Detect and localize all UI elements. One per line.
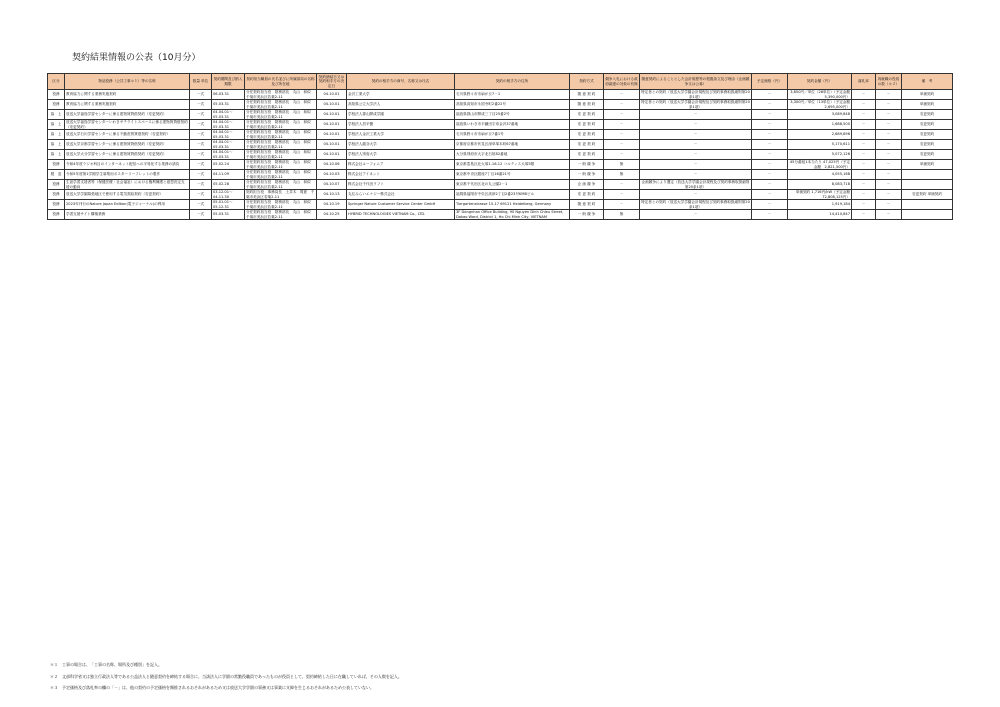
table-cell: 04.10.01 (317, 90, 347, 100)
table-cell: 分任契約担当役 財務部長 丸山 和似 千葉市美浜区若葉2-11 (245, 200, 317, 210)
table-cell: 協 上 (48, 140, 65, 150)
table-cell: － (852, 130, 876, 140)
table-cell: 一式 (190, 210, 212, 220)
table-cell: 高知県公立大学法人 (347, 100, 455, 110)
table-cell: 特定者との契約（放送大学学園会計規程及び契約事務取扱細則第20条1項） (641, 100, 750, 109)
table-cell: 04.10.01 (317, 150, 347, 160)
column-header: 再就職の役員の数（＊２） (876, 74, 902, 90)
table-cell: － (604, 90, 640, 100)
table-cell: 分任契約担当役 財務部長 丸山 和似 千葉市美浜区若葉2-11 (245, 90, 317, 100)
table-cell: 学校法人龍谷大学 (347, 140, 455, 150)
table-cell: 東京都豊島区北大塚1-16-12 コルティス大塚5階 (455, 160, 570, 170)
table-cell: － (752, 110, 788, 120)
table-cell: － (852, 110, 876, 120)
table-cell: 単価契約 1,716円/kW（予定金額 72,808,125円） (788, 190, 852, 200)
table-cell (902, 180, 953, 190)
table-cell: 分任契約担当役 財務部長 丸山 和似 千葉市美浜区若葉2-11 (245, 160, 317, 170)
table-cell: 04.10.06 (317, 160, 347, 170)
table-cell: 04.10.01 (317, 110, 347, 120)
table-cell: 役務 (48, 100, 65, 110)
table-cell: 分任契約担当役 財務部長 丸山 和似 千葉市美浜区若葉2-11 (245, 210, 317, 220)
table-row (48, 120, 953, 130)
table-cell: － (752, 100, 788, 110)
table-cell: 分任契約担当役 財務部長 丸山 和似 千葉市美浜区若葉2-11 (245, 110, 317, 120)
table-cell: － (752, 120, 788, 130)
table-cell: 変 更 契 約 (570, 140, 604, 150)
table-cell: － (604, 130, 640, 140)
table-cell: 04.10.01 (317, 130, 347, 140)
table-cell: 石川県野々市市扇が丘7－1 (455, 90, 570, 100)
table-cell: － (752, 150, 788, 160)
column-header: 契約期間及び納入期限 (212, 74, 245, 90)
table-cell: － (876, 130, 902, 140)
page-title: 契約結果情報の公表（10月分） (72, 53, 201, 63)
table-cell: 金沢工業大学 (347, 90, 455, 100)
table-cell: － (640, 160, 752, 170)
table-cell: 5,170,611 (788, 140, 852, 150)
table-cell: 学校法人金沢工業大学 (347, 130, 455, 140)
table-cell: － (752, 180, 788, 190)
table-cell: 随 意 契 約 (570, 90, 604, 100)
table-row (48, 170, 953, 180)
table-cell: 1,919,184 (788, 200, 852, 210)
table-cell: 石川県野々市市扇が丘7番1号 (455, 130, 570, 140)
table-cell: 変更契約 (902, 140, 953, 150)
column-header: 数量 単位 (190, 74, 212, 90)
table-cell: 株式会社アイネット (347, 170, 455, 180)
table-cell: － (876, 110, 902, 120)
table-cell: 05.01.01～05.12.31 (212, 200, 245, 210)
table-cell (902, 170, 953, 180)
column-header: 契約金額（円） (788, 74, 852, 90)
table-cell: 04.10.01 (317, 120, 347, 130)
table-row (48, 110, 953, 120)
column-header: 予定価格（円） (752, 74, 788, 90)
table-cell: 一式 (190, 90, 212, 100)
table-cell: 04.10.13 (317, 190, 347, 200)
table-cell: 05.02.28 (212, 180, 245, 190)
table-cell: 随 意 契 約 (570, 200, 604, 210)
table-cell: 04.10.19 (317, 200, 347, 210)
table-cell: HYBRID TECHNOLOGIES VIETNAM Co., LTD. (347, 210, 455, 220)
table-cell: 無 (604, 210, 640, 220)
table-row (48, 200, 953, 210)
table-cell: 製 造 (48, 170, 65, 180)
table-cell: 分任契約担当役 財務部長 丸山 和似 千葉市美浜区若葉2-11 (245, 100, 317, 110)
table-row (48, 140, 953, 150)
table-cell: 06.03.31 (212, 90, 245, 100)
table-cell: 教育協力に関する業務実施契約 (65, 90, 190, 100)
column-header: 区分 (48, 74, 65, 90)
table-row (48, 150, 953, 160)
column-header: 契約締結日又は契約相手方の決定日 (317, 74, 347, 90)
table-cell: 分任契約担当役 財務部長 丸山 和似 千葉市美浜区若葉2-11 (245, 130, 317, 140)
table-cell: － (876, 180, 902, 190)
table-cell: 学習支援サイト構築業務 (65, 210, 190, 220)
table-cell: 福島県いわき市平鎌田字寿金沢37番地 (455, 120, 570, 130)
table-cell: － (876, 170, 902, 180)
table-cell: － (852, 90, 876, 100)
table-row (48, 160, 953, 170)
table-cell: 一式 (190, 190, 212, 200)
table-cell: 04.11.09 (212, 170, 245, 180)
table-cell: － (640, 120, 752, 130)
table-cell: 一 般 競 争 (570, 160, 604, 170)
table-row (48, 100, 953, 110)
table-cell: 放送大学福島学習センターに係る建物賃貸借契約（変更契約） (65, 110, 190, 120)
table-cell: 一式 (190, 180, 212, 190)
table-cell: － (640, 170, 752, 180)
table-cell: 福岡県福岡市中央区高砂2丁目2番23号KMBビル (455, 190, 570, 200)
table-cell: － (876, 100, 902, 110)
table-cell: 役務 (48, 180, 65, 190)
table-cell: － (752, 130, 788, 140)
table-cell: 分任契約担当役 財務部長 丸山 和似 千葉市美浜区若葉2-11 (245, 120, 317, 130)
table-cell: 3,089,848 (788, 110, 852, 120)
table-cell: 変更契約 単価契約 (902, 190, 953, 200)
table-cell: 令和4年度ラジオ科目のインターネット配信への平易化する業務の請負 (65, 160, 190, 170)
table-cell: － (852, 190, 876, 200)
footnotes (50, 659, 402, 694)
table-cell: 04.10.01 (317, 100, 347, 110)
table-cell: 5,072,126 (788, 150, 852, 160)
table-cell: 東京都中央区銀座7丁目16番21号 (455, 170, 570, 180)
table-cell: － (640, 210, 752, 220)
table-cell: 企 画 競 争 (570, 180, 604, 190)
table-cell: － (640, 150, 752, 160)
table-cell: － (852, 140, 876, 150)
column-header: 契約方式 (570, 74, 604, 90)
table-cell: 2,689,896 (788, 130, 852, 140)
table-cell: 企画競争により選定（放送大学学園会計規程及び契約事務取扱細則第20条1項） (640, 180, 752, 190)
table-cell: － (876, 160, 902, 170)
table-cell: 一式 (190, 200, 212, 210)
table-cell: 単価契約 (902, 100, 953, 110)
table-cell: 放送大学学園幕張地区で使用する電気需給契約（変更契約） (65, 190, 190, 200)
table-cell: 04.04.01～05.03.31 (212, 150, 245, 160)
table-cell: － (876, 200, 902, 210)
table-row (48, 180, 953, 190)
table-cell: 分任契約担当役 財務部長 丸山 和似 千葉市美浜区若葉2-11 (245, 170, 317, 180)
table-cell: 変更契約 (902, 110, 953, 120)
table-cell: － (876, 90, 902, 100)
table-cell: － (604, 150, 640, 160)
table-cell: 変 更 契 約 (570, 110, 604, 120)
table-cell: 一式 (190, 140, 212, 150)
table-cell: 協 上 (48, 130, 65, 140)
table-cell: 変更契約 (902, 120, 953, 130)
table-cell: 04.04.01～05.03.31 (212, 110, 245, 120)
table-cell: 役務 (48, 190, 65, 200)
table-cell: 令和5年度第1学期学生募集用ポスターリーフレットの製作 (65, 170, 190, 180)
table-cell: 分任契約担当役 財務部長 丸山 和似 千葉市美浜区若葉2-11 (245, 140, 317, 150)
table-cell: 3F Dongnhan Office Building, 90 Nguyen Dinh Chieu Street, Dakao Ward, District 1, Ho Chi Minh City, VIETNAM (455, 210, 570, 220)
table-cell: 変更契約 (902, 130, 953, 140)
footnote-3: ＊３ 予定価格及び落札率の欄の「－」は、他の契約の予定価格を類推されるおそれがあるため又は放送大学学園の事務又は事業に支障を生じるおそれがあるため公表していない。 (50, 685, 374, 690)
table-cell: 04.10.25 (317, 210, 347, 220)
contract-results-table (47, 73, 953, 220)
table-cell: 05.02.24 (212, 160, 245, 170)
table-cell: － (752, 160, 788, 170)
table-cell: 04.10.01 (317, 140, 347, 150)
table-cell: － (876, 210, 902, 220)
table-cell: 株式会社ユーフォニア (347, 160, 455, 170)
column-header: 落札率 (852, 74, 876, 90)
table-cell: 変 更 契 約 (570, 120, 604, 130)
table-cell: － (604, 110, 640, 120)
table-cell: 分任契約担当役 財務部長 丸山 和似 千葉市美浜区若葉2-11 (245, 180, 317, 190)
table-cell: 04.04.01～05.03.31 (212, 130, 245, 140)
table-cell: 役務 (48, 210, 65, 220)
table-cell: 一式 (190, 150, 212, 160)
table-row (48, 130, 953, 140)
table-cell: 04.10.07 (317, 180, 347, 190)
table-cell: 役務 (48, 90, 65, 100)
table-row (48, 190, 953, 200)
table-cell: 学校法人昌平黌 (347, 120, 455, 130)
table-cell: 役務 (48, 200, 65, 210)
table-cell: 協 上 (48, 120, 65, 130)
table-cell: Tiergartenstrasse 15-17 69121 Heidelberg, Germany (455, 200, 570, 210)
table-cell: 一式 (190, 170, 212, 180)
table-cell: － (852, 100, 876, 110)
table-cell: 一式 (190, 160, 212, 170)
table-cell: － (876, 120, 902, 130)
table-cell: 契約担当役 事務局長 土井木 岡夏 千葉市美浜区若葉2-11 (245, 190, 317, 200)
table-cell: － (876, 150, 902, 160)
table-cell: － (752, 170, 788, 180)
table-cell: Springer Nature Customer Service Center GmbH (347, 200, 455, 210)
table-cell: 放送大学石川学習センターに係る不動産賃貸借契約（変更契約） (65, 130, 190, 140)
table-cell: 変 更 契 約 (570, 150, 604, 160)
table-cell: 単価契約 (902, 160, 953, 170)
table-cell: － (604, 200, 640, 210)
table-cell: 随 意 契 約 (570, 100, 604, 110)
table-cell: 変 更 契 約 (570, 190, 604, 200)
table-cell: 04.10.03 (317, 170, 347, 180)
table-cell: 3,850円／単位（28単位）（予定金額 5,390,000円） (788, 90, 852, 100)
table-cell: － (852, 150, 876, 160)
table-cell: 変更契約 (902, 150, 953, 160)
table-cell: － (876, 190, 902, 200)
table-cell: 一 般 競 争 (570, 170, 604, 180)
table-cell: － (604, 190, 640, 200)
table-cell: 株式会社千代田ラフト (347, 180, 455, 190)
column-header: 物品役務（公共工事＊１）等の名称 (65, 74, 190, 90)
column-header: 契約の相手方の商号、名称又は氏名 (347, 74, 455, 90)
table-cell: 役務 (48, 160, 65, 170)
table-cell: － (852, 200, 876, 210)
table-cell: 単価契約 (902, 90, 953, 100)
table-row (48, 90, 953, 100)
table-cell: － (852, 210, 876, 220)
table-cell: 生涯学習支援者等（保健医療・社会福祉）における権利擁護と意思決定支援の動向 (65, 180, 190, 190)
table-cell: － (604, 180, 640, 190)
table-cell: 学校法人別府大学 (347, 150, 455, 160)
table-cell: 無 (604, 160, 640, 170)
table-row (48, 210, 953, 220)
table-cell: － (852, 120, 876, 130)
table-cell: － (852, 160, 876, 170)
table-cell: 変 更 契 約 (570, 130, 604, 140)
table-cell: 04.04.01～05.03.31 (212, 140, 245, 150)
table-cell: － (604, 100, 640, 110)
table-cell: 45分番組1本当たり 47,025円（予定金額 2,821,500円） (788, 160, 852, 170)
table-cell: － (752, 200, 788, 210)
column-header: 備 考 (902, 74, 953, 90)
table-cell: － (640, 130, 752, 140)
table-cell: 1,688,500 (788, 120, 852, 130)
table-cell: 14,410,847 (788, 210, 852, 220)
table-cell: 2023年刊行のNature Japan Edition(電子ジャーナル)の利用 (65, 200, 190, 210)
table-cell: － (604, 140, 640, 150)
table-cell: 一式 (190, 110, 212, 120)
table-cell: 放送大学大分学習センターに係る建物賃貸借契約（変更契約） (65, 150, 190, 160)
table-header-row (48, 74, 953, 90)
table-cell: 特定者との契約（放送大学学園会計規程及び契約事務取扱細則第20条1項） (641, 90, 750, 99)
table-cell: 放送大学福島学習センターいわきサテライトスペースに係る建物賃貸借契約（変更契約） (66, 120, 188, 129)
table-cell (902, 210, 953, 220)
table-cell: 高知県高知市永国寺町2番22号 (455, 100, 570, 110)
table-cell: 3,300円／単位（13単位）（予定金額 2,695,000円） (788, 100, 852, 110)
table-cell: 協 上 (48, 150, 65, 160)
table-cell: 東京都千代田区北の丸公園2－1 (455, 180, 570, 190)
table-cell: － (640, 190, 752, 200)
table-cell: 丸紅みらいエナジー株式会社 (347, 190, 455, 200)
table-cell: 学校法人郡山開成学園 (347, 110, 455, 120)
table-cell: 一 般 競 争 (570, 210, 604, 220)
footnote-1: ＊１ 工事の場合は、「工事の名称、場所及び種別」を記入。 (50, 662, 162, 667)
table-cell (902, 200, 953, 210)
table-cell: 無 (604, 170, 640, 180)
column-header: 契約の相手方の住所 (455, 74, 570, 90)
table-cell: 分任契約担当役 財務部長 丸山 和似 千葉市美浜区若葉2-11 (245, 150, 317, 160)
footnote-2: ＊２ 文部科学省又は独立行政法人等である公益法人と随意契約を締結する場合に、当該法人に学園の常勤役職員であったものが役員として、契約締結した日に在職していれば、その人数を記入。 (50, 673, 402, 679)
table-cell: 05.03.31 (212, 100, 245, 110)
table-cell: － (752, 140, 788, 150)
column-header: 契約担当職員の氏名並びに所属部局の名称及び所在地 (245, 74, 317, 90)
table-cell: － (640, 140, 752, 150)
table-cell: 一式 (190, 120, 212, 130)
table-cell: － (604, 120, 640, 130)
table-cell: － (852, 170, 876, 180)
table-cell: 8,083,718 (788, 180, 852, 190)
table-cell: 特定者との契約（放送大学学園会計規程及び契約事務取扱細則第20条1項） (641, 200, 750, 209)
table-cell: 教育協力に関する業務実施契約 (65, 100, 190, 110)
table-cell: 03.12.01～04.11.30 (212, 190, 245, 200)
table-cell: 04.04.01～05.03.31 (212, 120, 245, 130)
table-cell: 4,055,168 (788, 170, 852, 180)
table-cell: － (876, 140, 902, 150)
table-cell: － (852, 180, 876, 190)
table-cell: 一式 (190, 130, 212, 140)
table-cell: 福島県郡山市開成三丁目25番2号 (455, 110, 570, 120)
table-cell: 協 上 (48, 110, 65, 120)
column-header: 競争入札における政府調達の対象の有無 (604, 74, 640, 90)
column-header: 随意契約によることとした会計規程等の根拠条文及び理由（企画競争又は公募） (640, 74, 752, 90)
table-cell: － (752, 90, 788, 100)
table-cell: － (640, 110, 752, 120)
table-cell: － (752, 210, 788, 220)
table-cell: 放送大学京都学習センターに係る建物賃貸借契約（変更契約） (65, 140, 190, 150)
table-cell: － (752, 190, 788, 200)
table-cell: 大分県別府市大字北石垣82番地 (455, 150, 570, 160)
table-cell: 一式 (190, 100, 212, 110)
table-cell: 京都府京都市伏見区深草塚本町67番地 (455, 140, 570, 150)
table-cell: 05.03.31 (212, 210, 245, 220)
